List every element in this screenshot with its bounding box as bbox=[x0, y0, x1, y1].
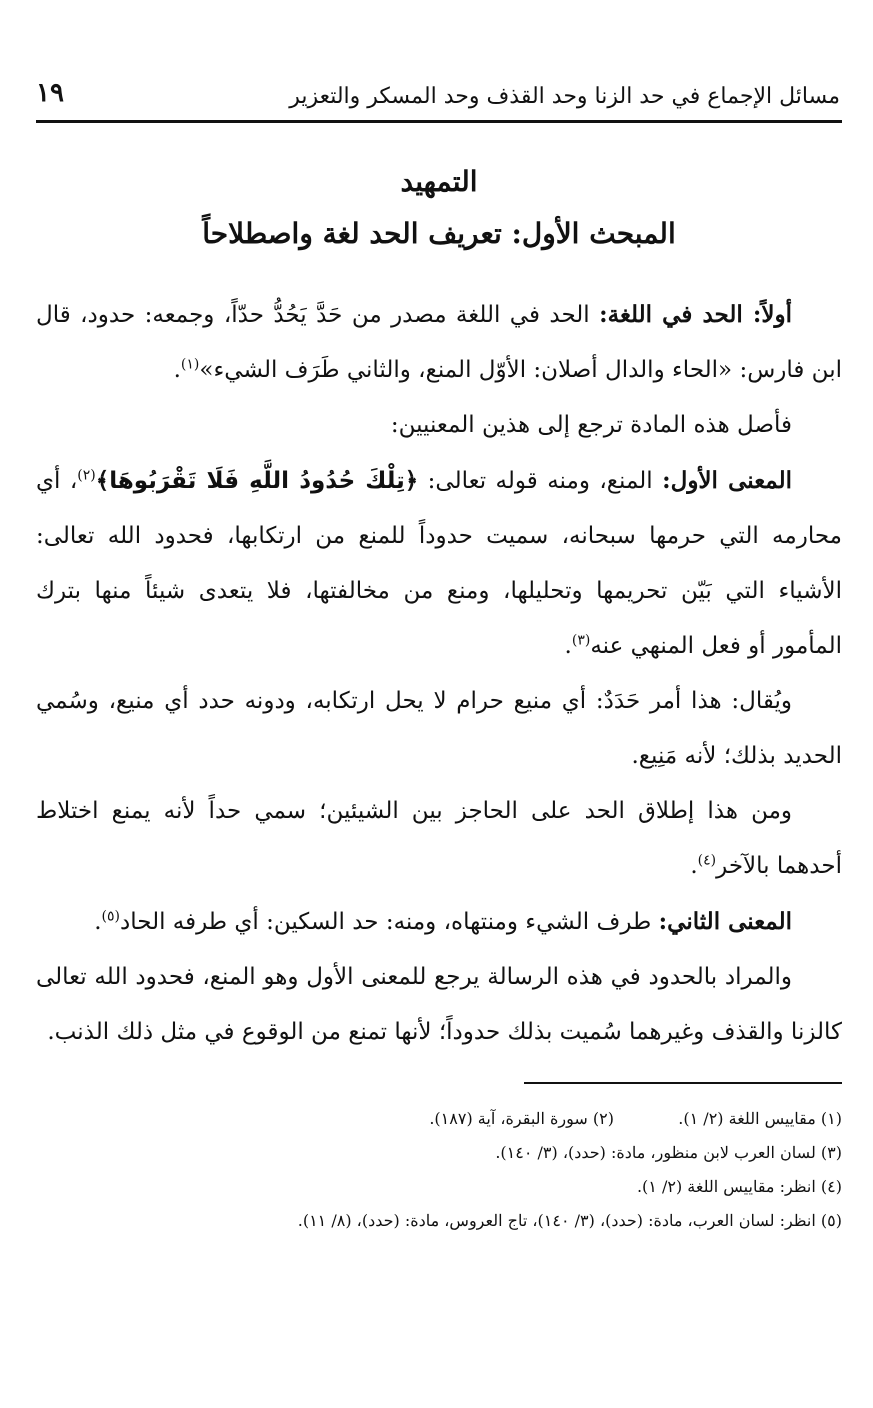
book-page bbox=[36, 70, 842, 1238]
paragraph-lead: المعنى الثاني: bbox=[658, 908, 792, 935]
paragraph-text: الحد في اللغة مصدر من حَدَّ يَحُدُّ حدّاً، وجمعه: حدود، قال ابن فارس: «الحاء والدال أصلان: الأوّل المنع، والثاني طَرَف الشيء» bbox=[36, 302, 842, 383]
footnote-reference[interactable]: (٣) bbox=[571, 632, 591, 649]
footnote-reference[interactable]: (٤) bbox=[697, 852, 717, 869]
footnote-row bbox=[36, 1102, 842, 1136]
paragraph-lead: المعنى الأول: bbox=[662, 467, 792, 494]
paragraph-lead: أولاً: الحد في اللغة: bbox=[599, 301, 792, 328]
running-header-title: مسائل الإجماع في حد الزنا وحد القذف وحد المسكر والتعزير bbox=[289, 84, 840, 109]
paragraph-text: المنع، ومنه قوله تعالى: bbox=[418, 468, 663, 494]
footnote-reference[interactable]: (١) bbox=[180, 356, 200, 373]
paragraph-hadad: ويُقال: هذا أمر حَدَدٌ: أي منيع حرام لا يحل ارتكابه، ودونه حدد أي منيع، وسُمي الحديد بذلك؛ لأنه مَنِيع. bbox=[36, 688, 842, 769]
footnote-1: (١) مقاييس اللغة (٢/ ١). bbox=[678, 1109, 842, 1128]
footnote-4: (٤) انظر: مقاييس اللغة (٢/ ١). bbox=[636, 1177, 842, 1196]
paragraph-end: . bbox=[564, 633, 572, 659]
body-text bbox=[36, 287, 842, 1060]
paragraph-first-meaning bbox=[36, 453, 842, 674]
paragraph-second-meaning bbox=[36, 894, 842, 950]
page-number: ١٩ bbox=[36, 78, 64, 108]
footnote-separator bbox=[524, 1082, 842, 1084]
footnote-3: (٣) لسان العرب لابن منظور، مادة: (حدد)، (٣/ ١٤٠). bbox=[495, 1143, 842, 1162]
paragraph-text: طرف الشيء ومنتهاه، ومنه: حد السكين: أي طرفه الحاد bbox=[119, 909, 659, 935]
paragraph-two-meanings: فأصل هذه المادة ترجع إلى هذين المعنيين: bbox=[390, 412, 792, 438]
footnote-5: (٥) انظر: لسان العرب، مادة: (حدد)، (٣/ ١٤٠)، تاج العروس، مادة: (حدد)، (٨/ ١١). bbox=[297, 1211, 842, 1230]
paragraph-text: ومن هذا إطلاق الحد على الحاجز بين الشيئين؛ سمي حداً لأنه يمنع اختلاط أحدهما بالآخر bbox=[36, 798, 842, 879]
footnote-reference[interactable]: (٥) bbox=[101, 908, 120, 925]
paragraph-barrier bbox=[36, 784, 842, 894]
footnote-2: (٢) سورة البقرة، آية (١٨٧). bbox=[429, 1109, 614, 1128]
running-header bbox=[36, 70, 842, 123]
section-heading: التمهيد bbox=[400, 165, 478, 198]
paragraph-text: ، أي محارمه التي حرمها سبحانه، سميت حدوداً للمنع من ارتكابها، فحدود الله تعالى: الأشياء التي بَيّن تحريمها وتحليلها، ومنع من مخالفتها، فلا يتعدى شيئاً منها بترك المأمور أو فعل المنهي عنه bbox=[36, 468, 842, 659]
paragraph-end: . bbox=[94, 909, 102, 935]
paragraph-lexical-definition bbox=[36, 287, 842, 398]
paragraph-end: . bbox=[690, 853, 698, 879]
paragraph-intended-meaning: والمراد بالحدود في هذه الرسالة يرجع للمعنى الأول وهو المنع، فحدود الله تعالى كالزنا والقذف وغيرهما سُميت بذلك حدوداً؛ لأنها تمنع من الوقوع في مثل ذلك الذنب. bbox=[36, 964, 842, 1045]
quran-verse: ﴿تِلْكَ حُدُودُ اللَّهِ فَلَا تَقْرَبُوهَا﴾ bbox=[95, 468, 419, 494]
chapter-heading: المبحث الأول: تعريف الحد لغة واصطلاحاً bbox=[202, 217, 676, 250]
footnote-reference[interactable]: (٢) bbox=[77, 467, 96, 484]
footnotes bbox=[36, 1102, 842, 1238]
paragraph-end: . bbox=[173, 357, 181, 383]
